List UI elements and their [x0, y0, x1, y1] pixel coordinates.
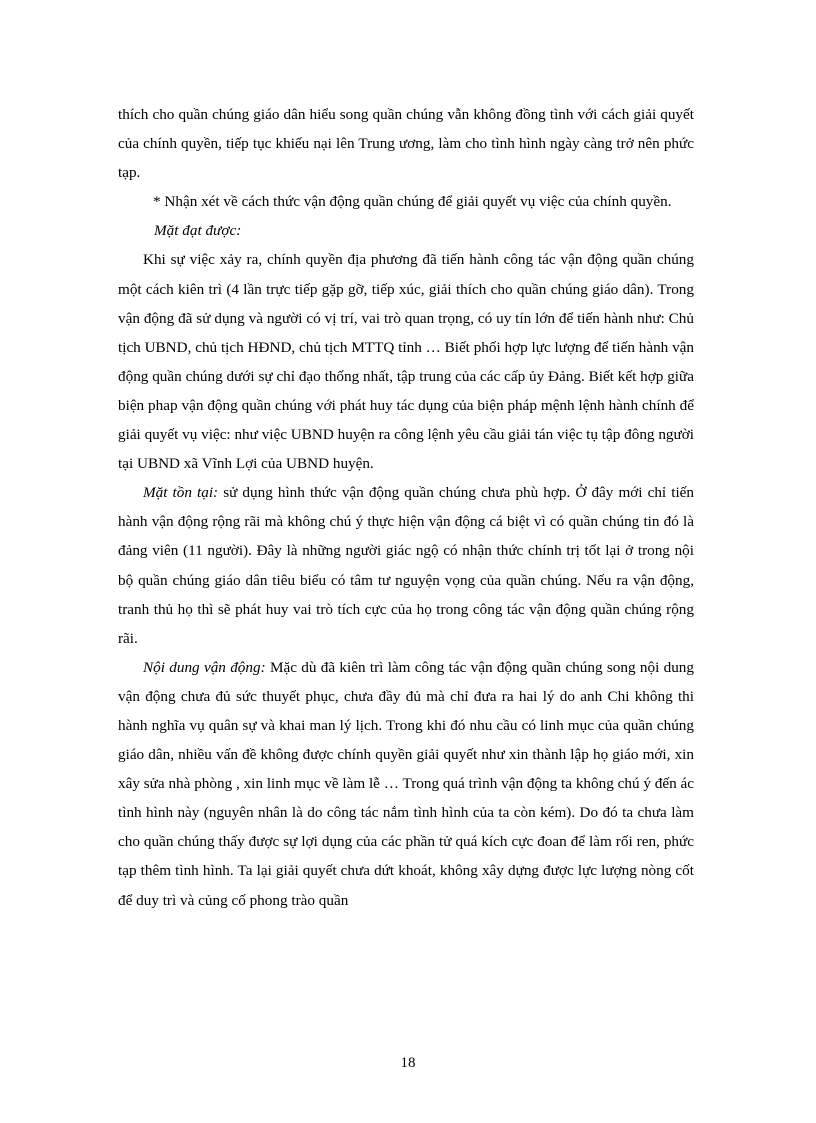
paragraph-achievements: Khi sự việc xảy ra, chính quyền địa phương đã tiến hành công tác vận động quần chúng một cách kiên trì (4 lần trực tiếp gặp gỡ, tiếp xúc, giải thích cho quần chúng giáo dân). Trong vận động đã sử dụng và người có vị trí, vai trò quan trọng, có uy tín lớn để tiến hành như: Chủ tịch UBND, chủ tịch HĐND, chủ tịch MTTQ tỉnh … Biết phối hợp lực lượng để tiến hành vận động quần chúng dưới sự chỉ đạo thống nhất, tập trung của các cấp ủy Đảng. Biết kết hợp giữa biện phap vận động quần chúng với phát huy tác dụng của biện pháp mệnh lệnh hành chính để giải quyết vụ việc: như việc UBND huyện ra công lệnh yêu cầu giải tán việc tụ tập đông người tại UBND xã Vĩnh Lợi của UBND huyện. [118, 251, 694, 473]
page-number: 18 [400, 1055, 416, 1071]
paragraph-campaign-content [118, 653, 694, 915]
paragraph-campaign-content-body: Mặc dù đã kiên trì làm công tác vận động quần chúng song nội dung vận động chưa đủ sức thuyết phục, chưa đầy đủ mà chỉ đưa ra hai lý do anh Chi không thi hành nghĩa vụ quân sự và khai man lý lịch. Trong khi đó nhu cầu có linh mục của quần chúng giáo dân, nhiều vấn đề không được chính quyền giải quyết như xin thành lập họ giáo mới, xin xây sửa nhà phòng , xin linh mục về làm lễ … Trong quá trình vận động ta không chú ý đến ác tình hình này (nguyên nhân là do công tác nắm tình hình của ta còn kém). Do đó ta chưa làm cho quần chúng thấy được sự lợi dụng của các phần tử quá kích cực đoan để làm rối ren, phức tạp thêm tình hình. Ta lại giải quyết chưa dứt khoát, không xây dựng được lực lượng nòng cốt để duy trì và củng cố phong trào quần [118, 658, 694, 909]
lead-campaign-content: Nội dung vận động: [143, 658, 266, 676]
paragraph-continuation: thích cho quần chúng giáo dân hiểu song quần chúng vẫn không đồng tình với cách giải quyết của chính quyền, tiếp tục khiếu nại lên Trung ương, làm cho tình hình ngày càng trở nên phức tạp. [118, 106, 694, 182]
paragraph-assessment-intro: * Nhận xét về cách thức vận động quần chúng để giải quyết vụ việc của chính quyền. [153, 193, 672, 211]
paragraph-shortcomings [118, 478, 694, 653]
body-text [118, 100, 694, 915]
lead-shortcomings: Mặt tồn tại: [143, 484, 219, 502]
paragraph-shortcomings-body: sử dụng hình thức vận động quần chúng chưa phù hợp. Ở đây mới chỉ tiến hành vận động rộng rãi mà không chú ý thực hiện vận động cá biệt vì có quần chúng tin đó là đảng viên (11 người). Đây là những người giác ngộ có nhận thức chính trị tốt lại ở trong nội bộ quần chúng giáo dân tiêu biểu có tâm tư nguyện vọng của quần chúng. Nếu ra vận động, tranh thủ họ thì sẽ phát huy vai trò tích cực của họ trong công tác vận động quần chúng rộng rãi. [118, 484, 694, 647]
section-heading-achievements: Mặt đạt được: [154, 222, 242, 240]
